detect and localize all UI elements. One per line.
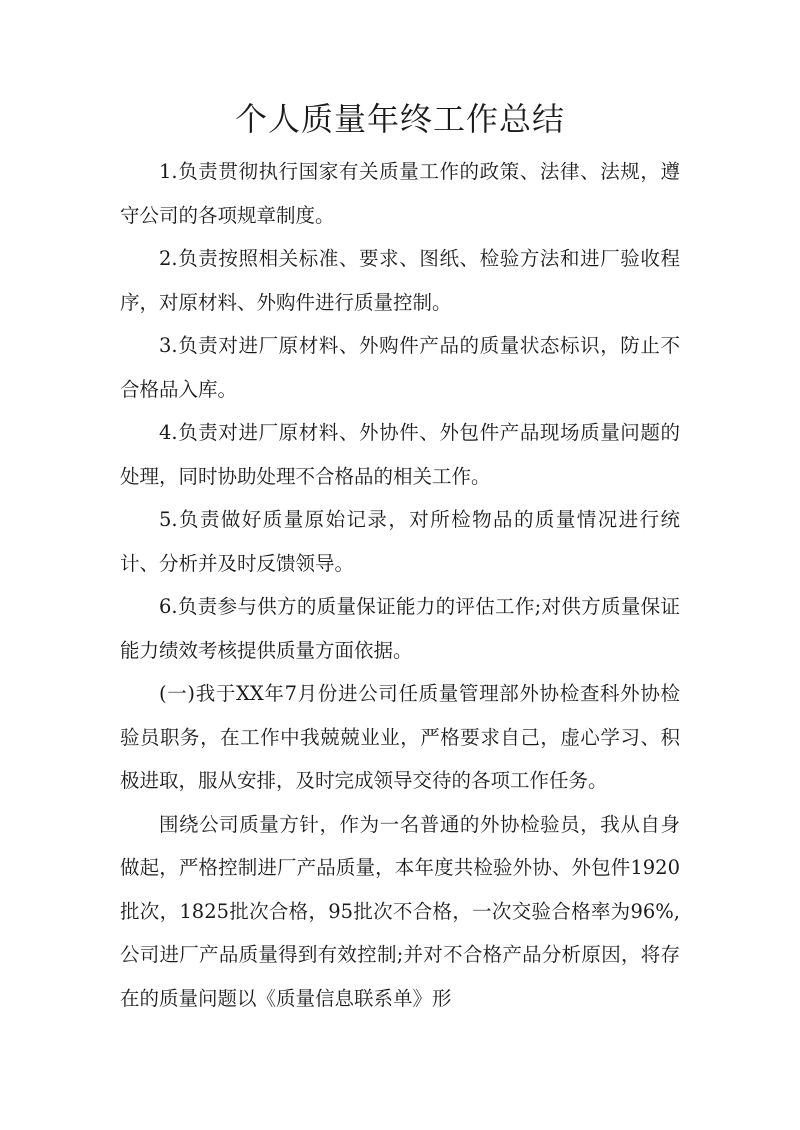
document-body: [120, 150, 680, 1020]
paragraph-duty-4: 4.负责对进厂原材料、外协件、外包件产品现场质量问题的处理，同时协助处理不合格品的相关工作。: [120, 421, 680, 488]
paragraph-duty-6: 6.负责参与供方的质量保证能力的评估工作;对供方质量保证能力绩效考核提供质量方面依据。: [120, 595, 680, 662]
paragraph-duty-5: 5.负责做好质量原始记录，对所检物品的质量情况进行统计、分析并及时反馈领导。: [120, 508, 680, 575]
paragraph-duty-3: 3.负责对进厂原材料、外购件产品的质量状态标识，防止不合格品入库。: [120, 334, 680, 401]
document-title: 个人质量年终工作总结: [234, 100, 565, 138]
paragraph-duty-2: 2.负责按照相关标准、要求、图纸、检验方法和进厂验收程序，对原材料、外购件进行质量控制。: [120, 247, 680, 314]
paragraph-quality-results: 围绕公司质量方针，作为一名普通的外协检验员，我从自身做起，严格控制进厂产品质量，本年度共检验外协、外包件1920批次，1825批次合格，95批次不合格，一次交验合格率为96%,公司进厂产品质量得到有效控制;并对不合格产品分析原因，将存在的质量问题以《质量信息联系单》形: [120, 812, 680, 1010]
paragraph-work-overview: (一)我于XX年7月份进公司任质量管理部外协检查科外协检验员职务，在工作中我兢兢业业，严格要求自己，虚心学习、积极进取，服从安排，及时完成领导交待的各项工作任务。: [120, 682, 680, 792]
paragraph-duty-1: 1.负责贯彻执行国家有关质量工作的政策、法律、法规，遵守公司的各项规章制度。: [120, 160, 680, 227]
